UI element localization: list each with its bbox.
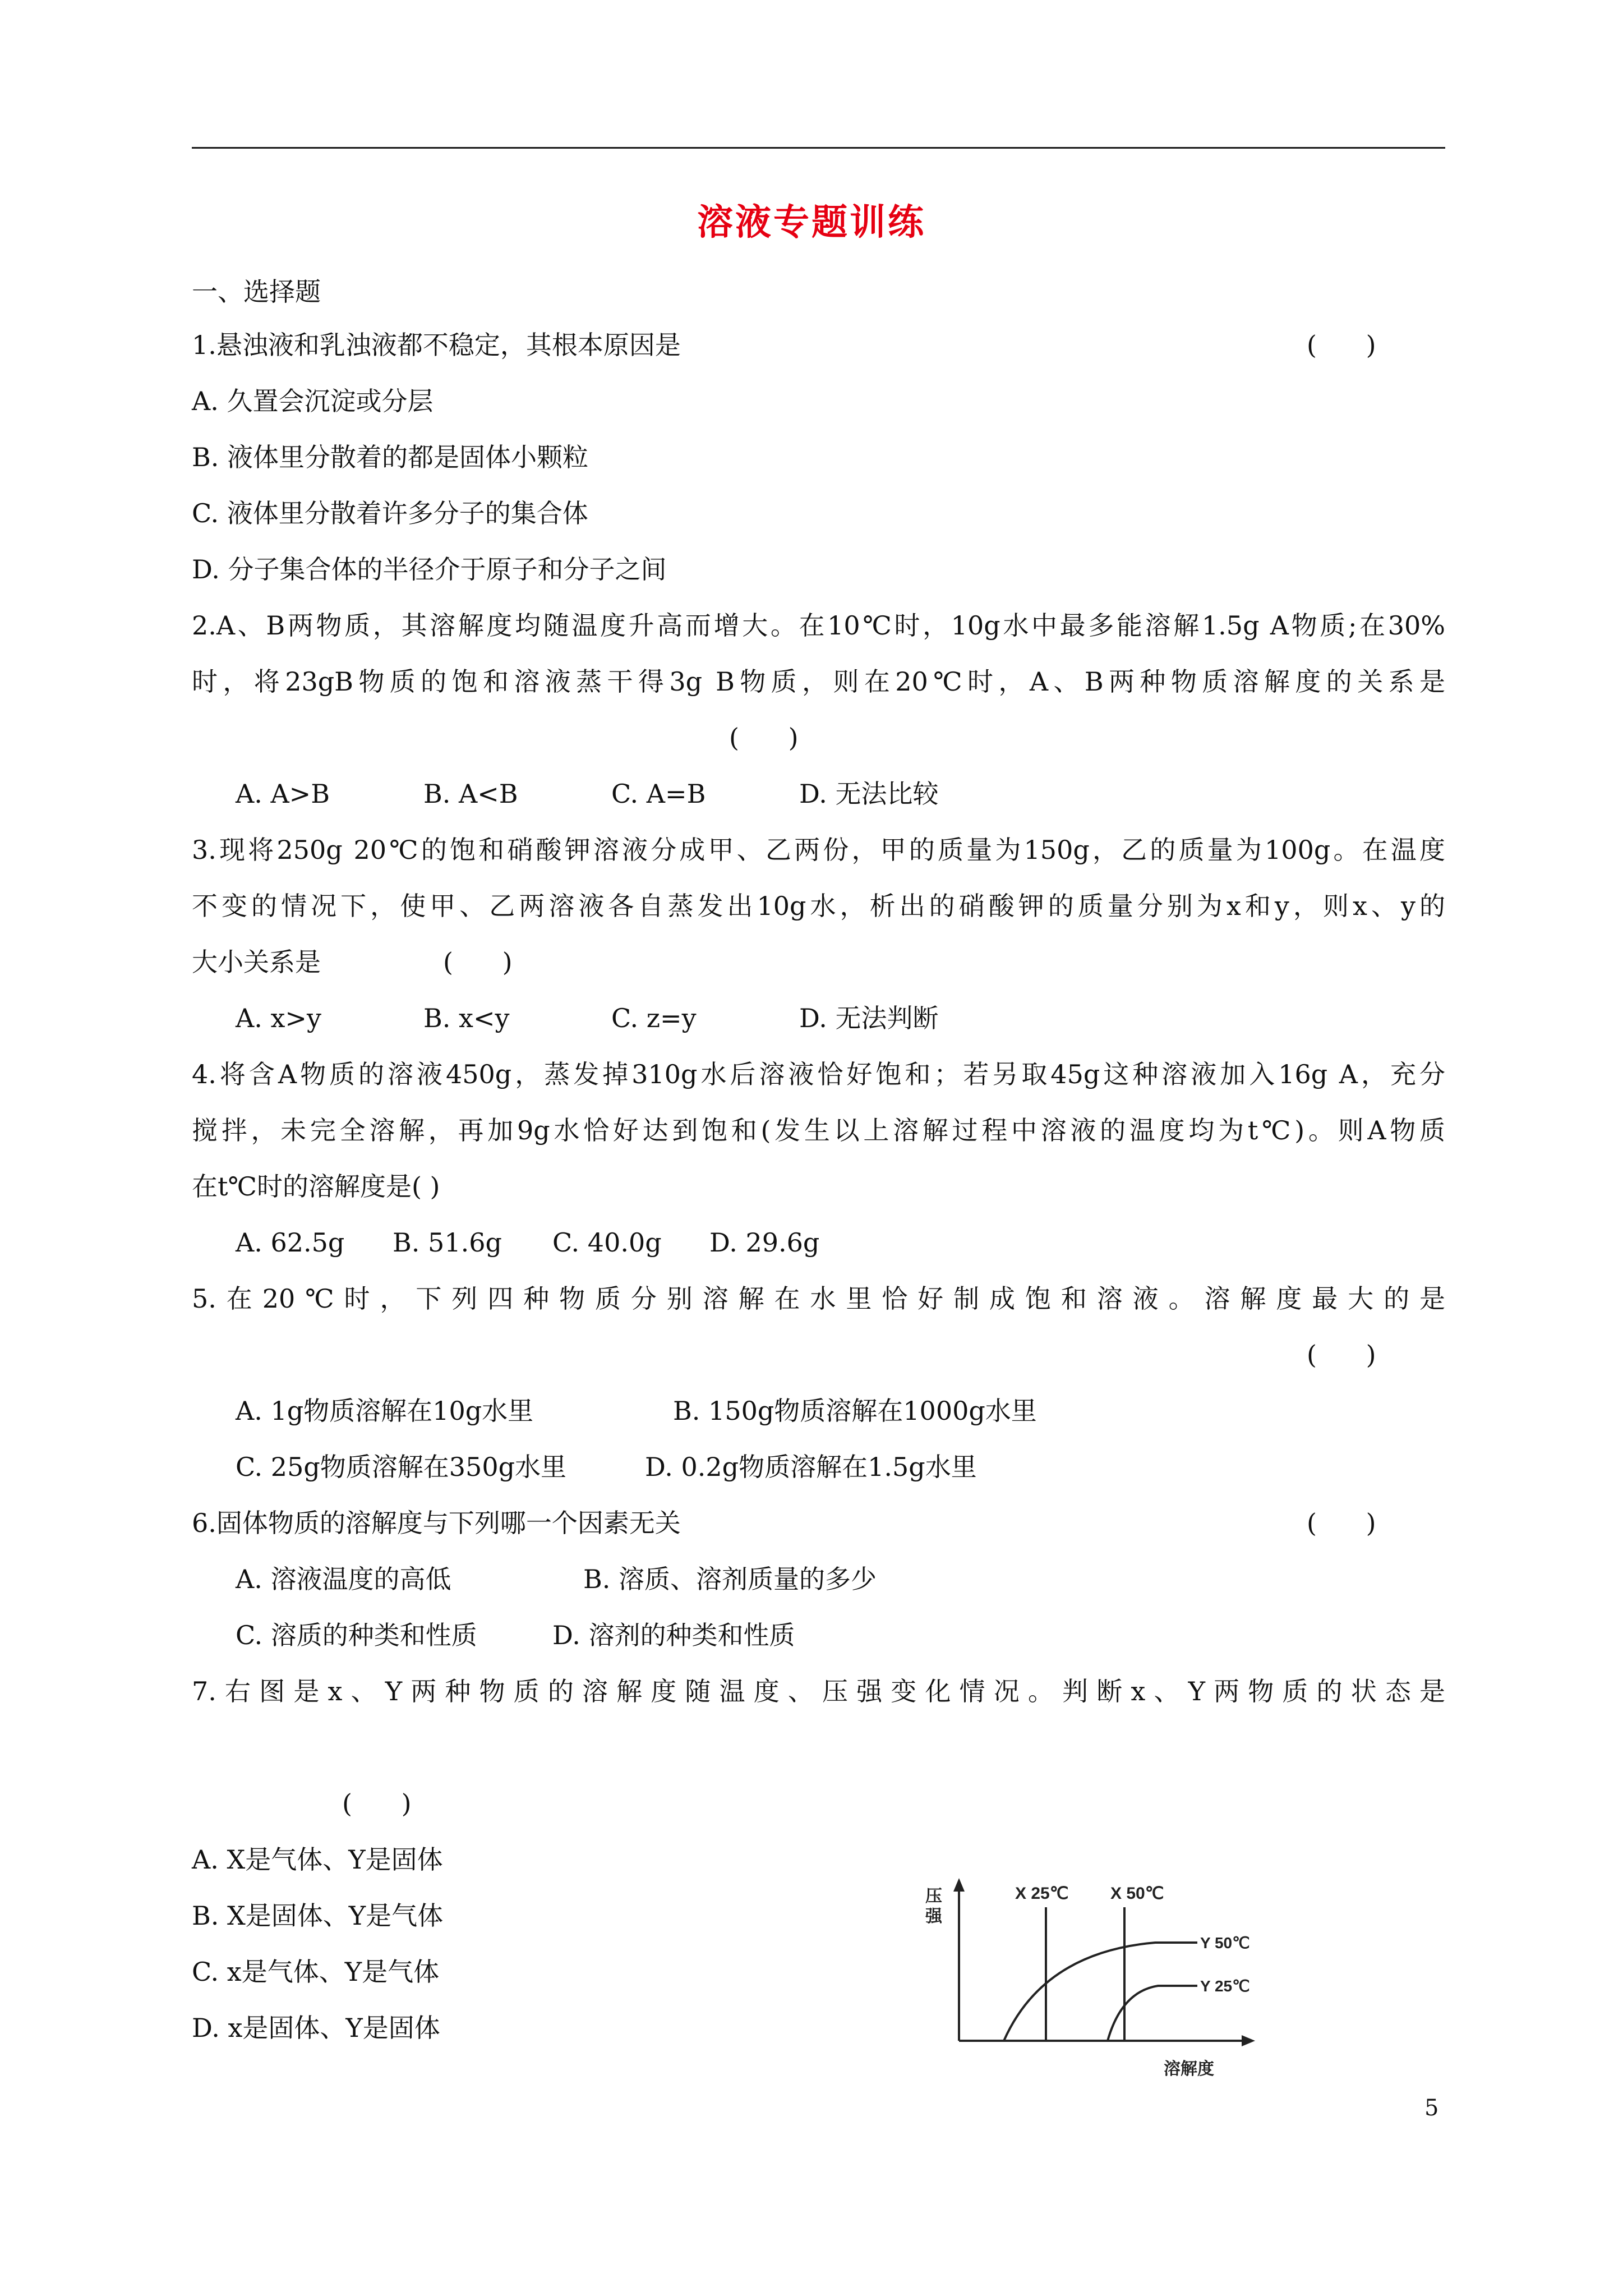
q2-option-c: C. A=B xyxy=(611,779,706,809)
q7-option-c: C. x是气体、Y是气体 xyxy=(192,1957,440,1987)
label-x-50: X 50℃ xyxy=(1110,1884,1164,1903)
q4-stem-line1: 4.将含A物质的溶液450g，蒸发掉310g水后溶液恰好饱和；若另取45g这种溶液加入16g A，充分 xyxy=(192,1059,1445,1089)
q4-option-b: B. 51.6g xyxy=(393,1227,502,1258)
q7-stem-line1: 7.右图是x、Y两种物质的溶解度随温度、压强变化情况。判断x、Y两物质的状态是 xyxy=(192,1676,1445,1706)
q2-option-a: A. A>B xyxy=(236,779,330,809)
q2-stem-line1: 2.A、B两物质，其溶解度均随温度升高而增大。在10℃时，10g水中最多能溶解1.5g A物质;在30% xyxy=(192,610,1445,641)
q3-answer-bracket: ( ) xyxy=(443,947,513,977)
q6-option-c: C. 溶质的种类和性质 xyxy=(236,1620,477,1650)
y-axis-arrow xyxy=(953,1878,965,1892)
q2-stem-line2: 时，将23gB物质的饱和溶液蒸干得3g B物质，则在20℃时，A、B两种物质溶解度的关系是 xyxy=(192,666,1445,697)
page-title: 溶液专题训练 xyxy=(697,201,926,243)
q5-option-d: D. 0.2g物质溶解在1.5g水里 xyxy=(645,1452,977,1482)
q3-option-d: D. 无法判断 xyxy=(799,1003,939,1033)
q4-stem-line2: 搅拌，未完全溶解，再加9g水恰好达到饱和(发生以上溶解过程中溶液的温度均为t℃)。则A物质 xyxy=(192,1115,1445,1145)
q5-option-a: A. 1g物质溶解在10g水里 xyxy=(236,1396,534,1426)
page-number: 5 xyxy=(1424,2095,1439,2121)
curve-y-25 xyxy=(1108,1986,1197,2041)
q5-stem-line1: 5.在20℃时，下列四种物质分别溶解在水里恰好制成饱和溶液。溶解度最大的是 xyxy=(192,1283,1445,1314)
solubility-pressure-figure xyxy=(909,1862,1290,2087)
q6-option-d: D. 溶剂的种类和性质 xyxy=(552,1620,795,1650)
q1-option-a: A. 久置会沉淀或分层 xyxy=(192,386,434,416)
q6-option-a: A. 溶液温度的高低 xyxy=(236,1564,451,1594)
q1-option-c: C. 液体里分散着许多分子的集合体 xyxy=(192,498,588,528)
q1-option-d: D. 分子集合体的半径介于原子和分子之间 xyxy=(192,554,667,585)
q3-stem-line3: 大小关系是 xyxy=(192,947,321,977)
q6-answer-bracket: ( ) xyxy=(1307,1508,1376,1538)
x-axis-label: 溶解度 xyxy=(1164,2060,1214,2078)
q4-option-a: A. 62.5g xyxy=(236,1227,345,1258)
label-y-25: Y 25℃ xyxy=(1200,1977,1250,1995)
q3-stem-line2: 不变的情况下，使甲、乙两溶液各自蒸发出10g水，析出的硝酸钾的质量分别为x和y，则x、y的 xyxy=(192,891,1445,921)
q3-option-b: B. x<y xyxy=(423,1003,510,1033)
q3-stem-line1: 3.现将250g 20℃的饱和硝酸钾溶液分成甲、乙两份，甲的质量为150g，乙的质量为100g。在温度 xyxy=(192,835,1445,865)
q4-stem-line3: 在t℃时的溶解度是( ) xyxy=(192,1171,440,1202)
q4-option-c: C. 40.0g xyxy=(552,1227,662,1258)
y-axis-label-2: 强 xyxy=(925,1907,942,1926)
top-rule xyxy=(192,147,1445,149)
q3-option-c: C. z=y xyxy=(611,1003,697,1033)
q6-option-b: B. 溶质、溶剂质量的多少 xyxy=(583,1564,877,1594)
q5-option-c: C. 25g物质溶解在350g水里 xyxy=(236,1452,567,1482)
q2-option-b: B. A<B xyxy=(423,779,518,809)
q1-stem: 1.悬浊液和乳浊液都不稳定，其根本原因是 xyxy=(192,330,681,360)
q2-option-d: D. 无法比较 xyxy=(799,779,939,809)
q4-option-d: D. 29.6g xyxy=(709,1227,820,1258)
label-x-25: X 25℃ xyxy=(1015,1884,1069,1903)
q2-answer-bracket: ( ) xyxy=(729,723,799,753)
section-heading: 一、选择题 xyxy=(192,277,321,307)
y-axis-label-1: 压 xyxy=(925,1887,942,1906)
q1-answer-bracket: ( ) xyxy=(1307,330,1376,360)
q7-option-a: A. X是气体、Y是固体 xyxy=(192,1844,443,1875)
label-y-50: Y 50℃ xyxy=(1200,1934,1250,1952)
q7-option-d: D. x是固体、Y是固体 xyxy=(192,2013,440,2043)
curve-y-50 xyxy=(1004,1943,1197,2041)
q3-option-a: A. x>y xyxy=(236,1003,321,1033)
q5-answer-bracket: ( ) xyxy=(1307,1340,1376,1370)
q6-stem: 6.固体物质的溶解度与下列哪一个因素无关 xyxy=(192,1508,681,1538)
q5-option-b: B. 150g物质溶解在1000g水里 xyxy=(673,1396,1037,1426)
q7-option-b: B. X是固体、Y是气体 xyxy=(192,1901,444,1931)
q1-option-b: B. 液体里分散着的都是固体小颗粒 xyxy=(192,442,589,472)
q7-answer-bracket: ( ) xyxy=(342,1788,412,1819)
x-axis-arrow xyxy=(1242,2035,1255,2046)
